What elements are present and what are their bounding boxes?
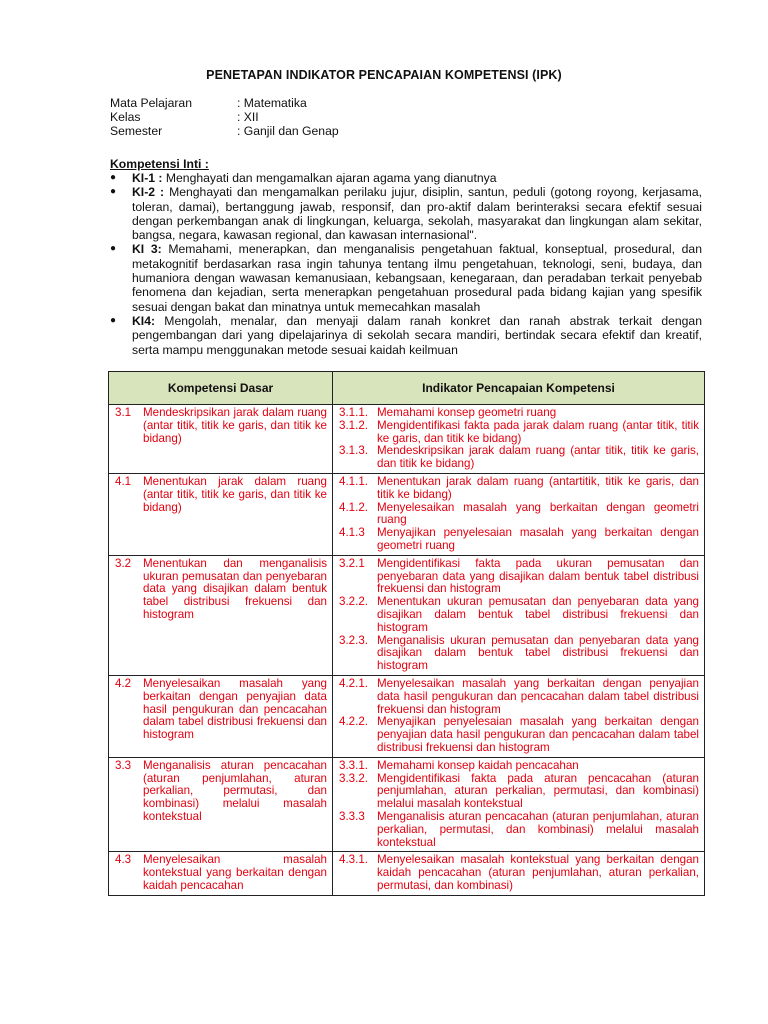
- header-kompetensi-dasar: Kompetensi Dasar: [109, 372, 333, 405]
- kd-text: Menentukan dan menganalisis ukuran pemusatan dan penyebaran data yang disajikan dalam bentuk tabel distribusi frekuensi dan histogram: [143, 556, 327, 621]
- ipk-number: 4.3.1.: [339, 853, 369, 867]
- ipk-item: [339, 716, 699, 754]
- meta-row: [110, 96, 339, 110]
- meta-value: : Matematika: [237, 96, 307, 110]
- ipk-number: 3.2.1: [339, 556, 365, 570]
- ipk-text: Mengidentifikasi fakta pada aturan pencacahan (aturan penjumlahan, aturan perkalian, permutasi, dan kombinasi) melalui masalah kontekstual: [377, 771, 699, 811]
- header-indikator: Indikator Pencapaian Kompetensi: [333, 372, 705, 405]
- subject-info: [110, 96, 339, 138]
- table-row: [109, 555, 705, 675]
- ipk-item: [339, 773, 699, 811]
- table-row: [109, 757, 705, 852]
- ipk-number: 4.1.3: [339, 526, 365, 540]
- table-row: [109, 675, 705, 757]
- ipk-item: [339, 407, 699, 420]
- ipk-number: 3.3.1.: [339, 758, 369, 772]
- kd-content: [115, 476, 327, 514]
- kd-content: [115, 558, 327, 622]
- kd-cell: [109, 852, 333, 895]
- meta-value: : XII: [237, 110, 259, 124]
- bullet-icon: ●: [110, 314, 117, 326]
- meta-label: Kelas: [110, 110, 141, 124]
- ipk-item: [339, 811, 699, 849]
- ki-code: KI 3:: [132, 242, 162, 257]
- ki-text: Memahami, menerapkan, dan menganalisis pengetahuan faktual, konseptual, prosedural, dan metakognitif berdasarkan rasa ingin tahunya tentang ilmu pengetahuan, teknologi, seni, budaya, dan humaniora dengan wawasan kemanusiaan, kebangsaan, kenegaraan, dan peradaban terkait penyebab fenomena dan kejadian, serta menerapkan pengetahuan prosedural pada bidang kajian yang spesifik sesuai dengan bakat dan minatnya untuk memecahkan masalah: [132, 242, 702, 314]
- document-title: PENETAPAN INDIKATOR PENCAPAIAN KOMPETENSI (IPK): [206, 68, 562, 82]
- ki-code: KI-2 :: [132, 185, 165, 200]
- kd-cell: [109, 405, 333, 474]
- ipk-cell: [333, 555, 705, 675]
- ipk-number: 3.1.3.: [339, 444, 369, 458]
- ki-list: [110, 171, 702, 357]
- ipk-item: [339, 760, 699, 773]
- ipk-text: Menyajikan penyelesaian masalah yang berkaitan dengan penyajian data hasil pengukuran dan pencacahan dalam tabel distribusi frekuensi dan histogram: [377, 715, 699, 754]
- table-row: [109, 473, 705, 555]
- table-row: [109, 405, 705, 474]
- ipk-item: [339, 854, 699, 892]
- bullet-icon: ●: [110, 243, 117, 255]
- meta-row: [110, 124, 339, 138]
- ki-item: [110, 171, 702, 185]
- ki-item: [110, 185, 702, 242]
- ki-item: [110, 314, 702, 357]
- ipk-cell: [333, 473, 705, 555]
- ipk-text: Menyelesaikan masalah yang berkaitan dengan geometri ruang: [377, 500, 699, 527]
- ipk-text: Mengidentifikasi fakta pada jarak dalam ruang (antar titik, titik ke garis, dan titik ke bidang): [377, 418, 699, 445]
- ki-heading: Kompetensi Inti :: [110, 157, 209, 171]
- meta-value: : Ganjil dan Genap: [237, 124, 339, 138]
- bullet-icon: ●: [110, 186, 117, 198]
- kd-content: [115, 407, 327, 445]
- ipk-text: Menganalisis aturan pencacahan (aturan penjumlahan, aturan perkalian, permutasi, dan kombinasi) melalui masalah kontekstual: [377, 809, 699, 849]
- meta-label: Semester: [110, 124, 163, 138]
- ipk-number: 4.2.2.: [339, 715, 369, 729]
- meta-label: Mata Pelajaran: [110, 96, 192, 110]
- kd-number: 3.1: [115, 406, 132, 419]
- ipk-item: [339, 502, 699, 528]
- ipk-text: Mendeskripsikan jarak dalam ruang (antar titik, titik ke garis, dan titik ke bidang): [377, 444, 699, 471]
- ipk-number: 4.2.1.: [339, 676, 369, 690]
- kd-content: [115, 760, 327, 824]
- ipk-number: 4.1.2.: [339, 500, 369, 514]
- ipk-number: 3.1.1.: [339, 406, 369, 419]
- kd-cell: [109, 555, 333, 675]
- ipk-item: [339, 635, 699, 673]
- ipk-number: 3.1.2.: [339, 418, 369, 432]
- ki-code: KI4:: [132, 313, 156, 328]
- ipk-item: [339, 420, 699, 446]
- kd-cell: [109, 675, 333, 757]
- ipk-cell: [333, 852, 705, 895]
- ipk-item: [339, 596, 699, 634]
- ipk-text: Menganalisis ukuran pemusatan dan penyebaran data yang disajikan dalam bentuk tabel distribusi frekuensi dan histogram: [377, 633, 699, 673]
- kd-number: 3.3: [115, 758, 132, 772]
- kd-text: Menyelesaikan masalah kontekstual yang berkaitan dengan kaidah pencacahan: [143, 853, 327, 892]
- ipk-text: Mengidentifikasi fakta pada ukuran pemusatan dan penyebaran data yang disajikan dalam bentuk tabel distribusi frekuensi dan histogram: [377, 556, 699, 596]
- ipk-item: [339, 476, 699, 502]
- kd-number: 4.2: [115, 676, 132, 690]
- ipk-item: [339, 445, 699, 471]
- ipk-item: [339, 678, 699, 716]
- kd-content: [115, 854, 327, 892]
- ipk-number: 3.3.2.: [339, 771, 369, 785]
- kd-text: Menentukan jarak dalam ruang (antar titik, titik ke garis, dan titik ke bidang): [143, 474, 327, 514]
- kd-cell: [109, 757, 333, 852]
- ipk-text: Menentukan jarak dalam ruang (antartitik, titik ke garis, dan titik ke bidang): [377, 474, 699, 501]
- ipk-text: Memahami konsep geometri ruang: [377, 406, 557, 419]
- ipk-text: Menyajikan penyelesaian masalah yang berkaitan dengan geometri ruang: [377, 526, 699, 552]
- ki-code: KI-1 :: [132, 171, 163, 185]
- ki-text: Menghayati dan mengamalkan ajaran agama yang dianutnya: [162, 171, 497, 185]
- meta-row: [110, 110, 339, 124]
- ipk-cell: [333, 405, 705, 474]
- ki-text: Mengolah, menalar, dan menyaji dalam ranah konkret dan ranah abstrak terkait dengan pengembangan dari yang dipelajarinya di sekolah secara mandiri, bertindak secara efektif dan kreatif, serta mampu menggunakan metode sesuai kaidah keilmuan: [132, 313, 702, 357]
- ipk-number: 3.3.3: [339, 809, 365, 823]
- ipk-cell: [333, 675, 705, 757]
- ipk-item: [339, 558, 699, 596]
- kd-number: 4.3: [115, 853, 132, 867]
- kd-number: 4.1: [115, 474, 132, 488]
- kd-text: Mendeskripsikan jarak dalam ruang (antar titik, titik ke garis, dan titik ke bidang): [143, 406, 327, 445]
- kd-text: Menganalisis aturan pencacahan (aturan penjumlahan, aturan perkalian, permutasi, dan kombinasi) melalui masalah kontekstual: [143, 758, 327, 823]
- ipk-text: Menyelesaikan masalah yang berkaitan dengan penyajian data hasil pengukuran dan pencacahan dalam tabel distribusi frekuensi dan histogram: [377, 676, 699, 716]
- kd-number: 3.2: [115, 556, 132, 570]
- ipk-number: 3.2.2.: [339, 595, 369, 609]
- ipk-text: Memahami konsep kaidah pencacahan: [377, 758, 579, 772]
- ipk-number: 3.2.3.: [339, 633, 369, 647]
- kd-text: Menyelesaikan masalah yang berkaitan dengan penyajian data hasil pengukuran dan pencacahan dalam tabel distribusi frekuensi dan histogram: [143, 676, 327, 742]
- ipk-text: Menyelesaikan masalah kontekstual yang berkaitan dengan kaidah pencacahan (aturan penjumlahan, aturan perkalian, permutasi, dan kombinasi): [377, 853, 699, 892]
- kd-cell: [109, 473, 333, 555]
- ipk-number: 4.1.1.: [339, 474, 369, 488]
- table-row: [109, 852, 705, 895]
- ipk-item: [339, 527, 699, 553]
- bullet-icon: ●: [110, 172, 117, 183]
- table-header-row: [109, 372, 705, 405]
- ipk-text: Menentukan ukuran pemusatan dan penyebaran data yang disajikan dalam bentuk tabel distribusi frekuensi dan histogram: [377, 595, 699, 634]
- kd-content: [115, 678, 327, 742]
- ki-text: Menghayati dan mengamalkan perilaku jujur, disiplin, santun, peduli (gotong royong, kerjasama, toleran, damai), bertanggung jawab, responsif, dan pro-aktif dalam berinteraksi secara efektif sesuai dengan perkembangan anak di lingkungan, keluarga, sekolah, masyarakat dan lingkungan alam sekitar, bangsa, negara, kawasan regional, dan kawasan internasional".: [132, 185, 703, 243]
- ki-item: [110, 242, 702, 313]
- ipk-cell: [333, 757, 705, 852]
- kd-ipk-table: [108, 371, 705, 896]
